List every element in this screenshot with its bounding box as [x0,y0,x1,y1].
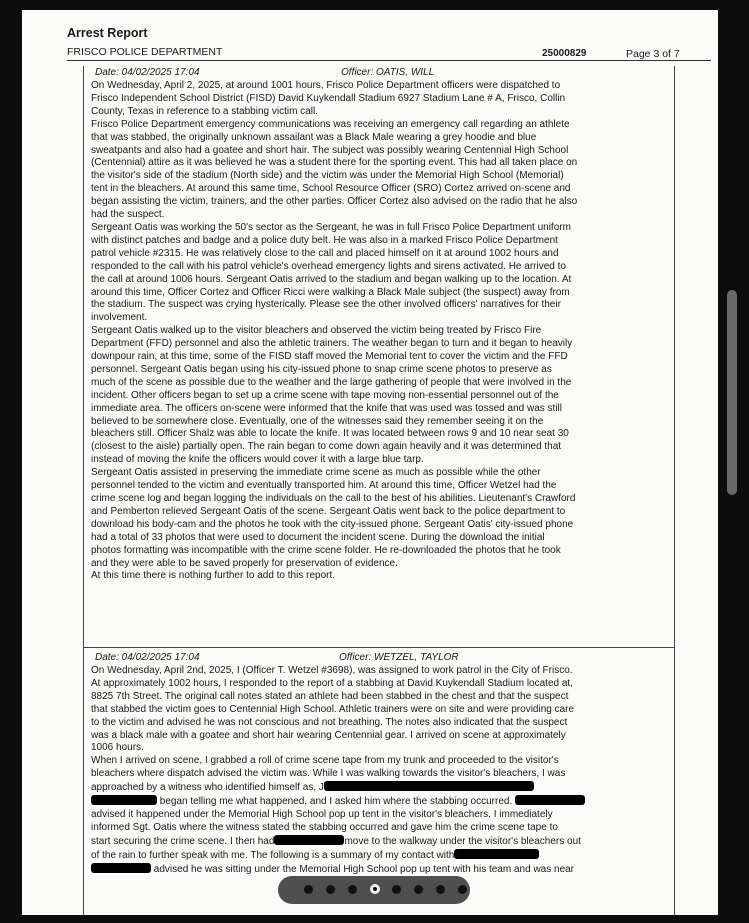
text-line: advised he was sitting under the Memorial High School pop up tent with his team and was near [153,863,575,875]
page-dot[interactable] [348,885,357,894]
text-line: Frisco Independent School District (FISD) David Kuykendall Stadium 6927 Stadium Lane # A, Frisco, Collin [91,92,566,104]
text-line: tent in the bleachers. At around this same time, School Resource Officer (SRO) Cortez arrived on-scene and [91,183,571,195]
text-line: patrol vehicle #2315. He was relatively close to the call and placed himself on it at around 1002 hours and [91,247,559,259]
text-line: informed Sgt. Oatis where the witness stated the stabbing occurred and gave him the crime scene tape to [91,821,558,833]
text-line: the call at around 1006 hours. Sergeant Oatis arrived to the stadium and began walking up to the location. At [91,273,572,285]
text-line: around this time, Officer Cortez and Officer Ricci were walking a Black Male subject (the suspect) away from [91,286,570,298]
page-indicator: Page 3 of 7 [626,48,680,60]
entry-officer: Officer: WETZEL, TAYLOR [339,652,459,663]
text-line: bleachers still. Officer Shalz was able to locate the knife. It was located between rows 9 and 10 near seat 30 [91,428,569,440]
text-line: crime scene log and began logging the individuals on the call to the best of his abilities. Lieutenant's Crawford [91,493,576,504]
entry-date: Date: 04/02/2025 17:04 [95,67,200,78]
text-line: downpour rain, at this time, some of the FISD staff moved the Memorial tent to cover the victim and the FFD [91,351,568,363]
text-line: the stadium. The suspect was crying hysterically. Please see the other involved officers' narratives for their [91,299,561,311]
entry-divider [83,647,675,648]
text-line: At approximately 1002 hours, I responded to the report of a stabbing at David Kuykendall Stadium located at, [91,677,573,689]
redaction [454,849,539,859]
redaction [91,863,151,873]
text-line: 1006 hours. [91,742,144,754]
text-line: responded to the call with his patrol vehicle's overhead emergency lights and sirens activated. He arrived to [91,260,566,272]
text-line: had a total of 33 photos that were used to document the incident scene. During the download the initial [91,531,545,543]
text-line: sweatpants and also had a goatee and short hair. The subject was possibly wearing Centennial High School [91,144,569,156]
document-page [22,10,718,915]
text-line: photos formatting was incompatible with the crime scene folder. He re-downloaded the photos that he took [91,544,561,556]
text-line: On Wednesday, April 2, 2025, at around 1001 hours, Frisco Police Department officers were dispatched to [91,80,561,91]
page-dot[interactable] [436,885,445,894]
page-dot[interactable] [392,885,401,894]
entry-text [91,665,669,877]
entry-officer: Officer: OATIS, WILL [341,67,435,78]
text-line: personnel. Sergeant Oatis began using his city-issued phone to snap crime scene photos to preserve as [91,363,552,375]
text-line: At this time there is nothing further to add to this report. [91,570,336,582]
text-line: began telling me what happened, and I asked him where the stabbing occurred. [159,796,513,808]
page-dot[interactable] [458,885,467,894]
header-divider [67,60,711,61]
text-line: to the victim and advised he was not conscious and not breathing. The notes also indicated that the suspect [91,716,568,728]
text-line: County, Texas in reference to a stabbing victim call. [91,105,318,117]
page-dot[interactable] [326,885,335,894]
text-line: began assisting the victim, trainers, and the other parties. Officer Cortez also advised on the radio that he also [91,196,578,208]
report-title: Arrest Report [67,26,148,40]
text-line: and Pemberton relieved Sergeant Oatis of the scene. Sergeant Oatis went back to the police department to [91,505,566,517]
case-number: 25000829 [542,48,587,59]
entry-date: Date: 04/02/2025 17:04 [95,652,200,663]
text-line: move to the walkway under the visitor's bleachers out [344,835,581,847]
redaction [324,781,534,791]
redaction [91,795,157,805]
text-line: When I arrived on scene, I grabbed a roll of crime scene tape from my trunk and proceeded to the visitor's [91,755,559,767]
text-line: 8825 7th Street. The original call notes stated an athlete had been stabbed in the chest and that the suspect [91,690,569,702]
text-line: personnel tended to the victim and eventually transported him. At around this time, Officer Wetzel had the [91,480,557,492]
text-line: Frisco Police Department emergency communications was receiving an emergency call regarding an athlete [91,118,570,130]
page-dot-active[interactable] [370,884,380,894]
text-line: instead of moving the knife the officers would cover it with a large blue tarp. [91,454,424,466]
narrative-entry-wetzel [91,652,669,877]
entry-text [91,80,669,583]
text-line: Sergeant Oatis assisted in preserving the immediate crime scene as much as possible while the other [91,467,541,479]
text-line: start securing the crime scene. I then had [91,835,275,847]
text-line: bleachers where dispatch advised the victim was. While I was walking towards the visitor's bleachers, I was [91,768,566,780]
page-dot[interactable] [304,885,313,894]
page-dot[interactable] [414,885,423,894]
text-line: believed to be somewhere close. Eventually, one of the witnesses said they remember seeing it on the [91,415,544,427]
text-line: that stabbed the victim goes to Centennial High School. Athletic trainers were on site and were providing care [91,703,575,715]
text-line: approached by a witness who identified himself as, J [91,782,324,794]
redaction [274,835,344,845]
text-line: incident. Other officers began to set up a crime scene with tape moving non-essential personnel out of the [91,389,559,401]
text-line: download his body-cam and the photos he took with the city-issued phone. Sergeant Oatis' city-issued phone [91,518,574,530]
text-line: the visitor's side of the stadium (North side) and the victim was under the Memorial High School (Memorial) [91,170,564,182]
text-line: much of the scene as possible due to the weather and the large gathering of people that were involved in the [91,376,572,388]
text-line: had the suspect. [91,209,165,221]
text-line: involvement. [91,312,148,324]
narrative-entry-oatis [91,67,669,583]
text-line: immediate area. The officers on-scene were informed that the knife that was used was tossed and was still [91,402,562,414]
text-line: with distinct patches and badge and a police duty belt. He was also in a marked Frisco Police Department [91,234,558,246]
text-line: Sergeant Oatis was working the 50's sector as the Sergeant, he was in full Frisco Police Department uniform [91,221,571,233]
text-line: that was stabbed, the originally unknown assailant was a Black Male wearing a grey hoodie and blue [91,131,537,143]
text-line: On Wednesday, April 2nd, 2025, I (Officer T. Wetzel #3698), was assigned to work patrol in the City of Frisco. [91,665,573,676]
text-line: advised it happened under the Memorial High School pop up tent in the visitor's bleachers. I immediately [91,808,553,820]
text-line: was a black male with a goatee and short hair wearing Centennial gear. I arrived on scene at approximately [91,729,566,741]
text-line: Sergeant Oatis walked up to the visitor bleachers and observed the victim being treated by Frisco Fire [91,325,542,337]
text-line: (closest to the aisle) partially open. The rain began to come down again heavily and it was determined that [91,441,562,453]
redaction [515,795,585,805]
text-line: and they were able to be saved properly for preservation of evidence. [91,557,398,569]
text-line: Department (FFD) personnel and also the athletic trainers. The weather began to turn and it began to heavily [91,338,573,350]
scrollbar[interactable] [727,290,737,495]
department-name: FRISCO POLICE DEPARTMENT [67,46,223,58]
text-line: of the rain to further speak with me. The following is a summary of my contact with [91,849,455,861]
text-line: (Centennial) attire as it was believed he was a student there for the sporting event. This had all taken place on [91,157,578,169]
page-dots-pager[interactable] [278,876,470,904]
